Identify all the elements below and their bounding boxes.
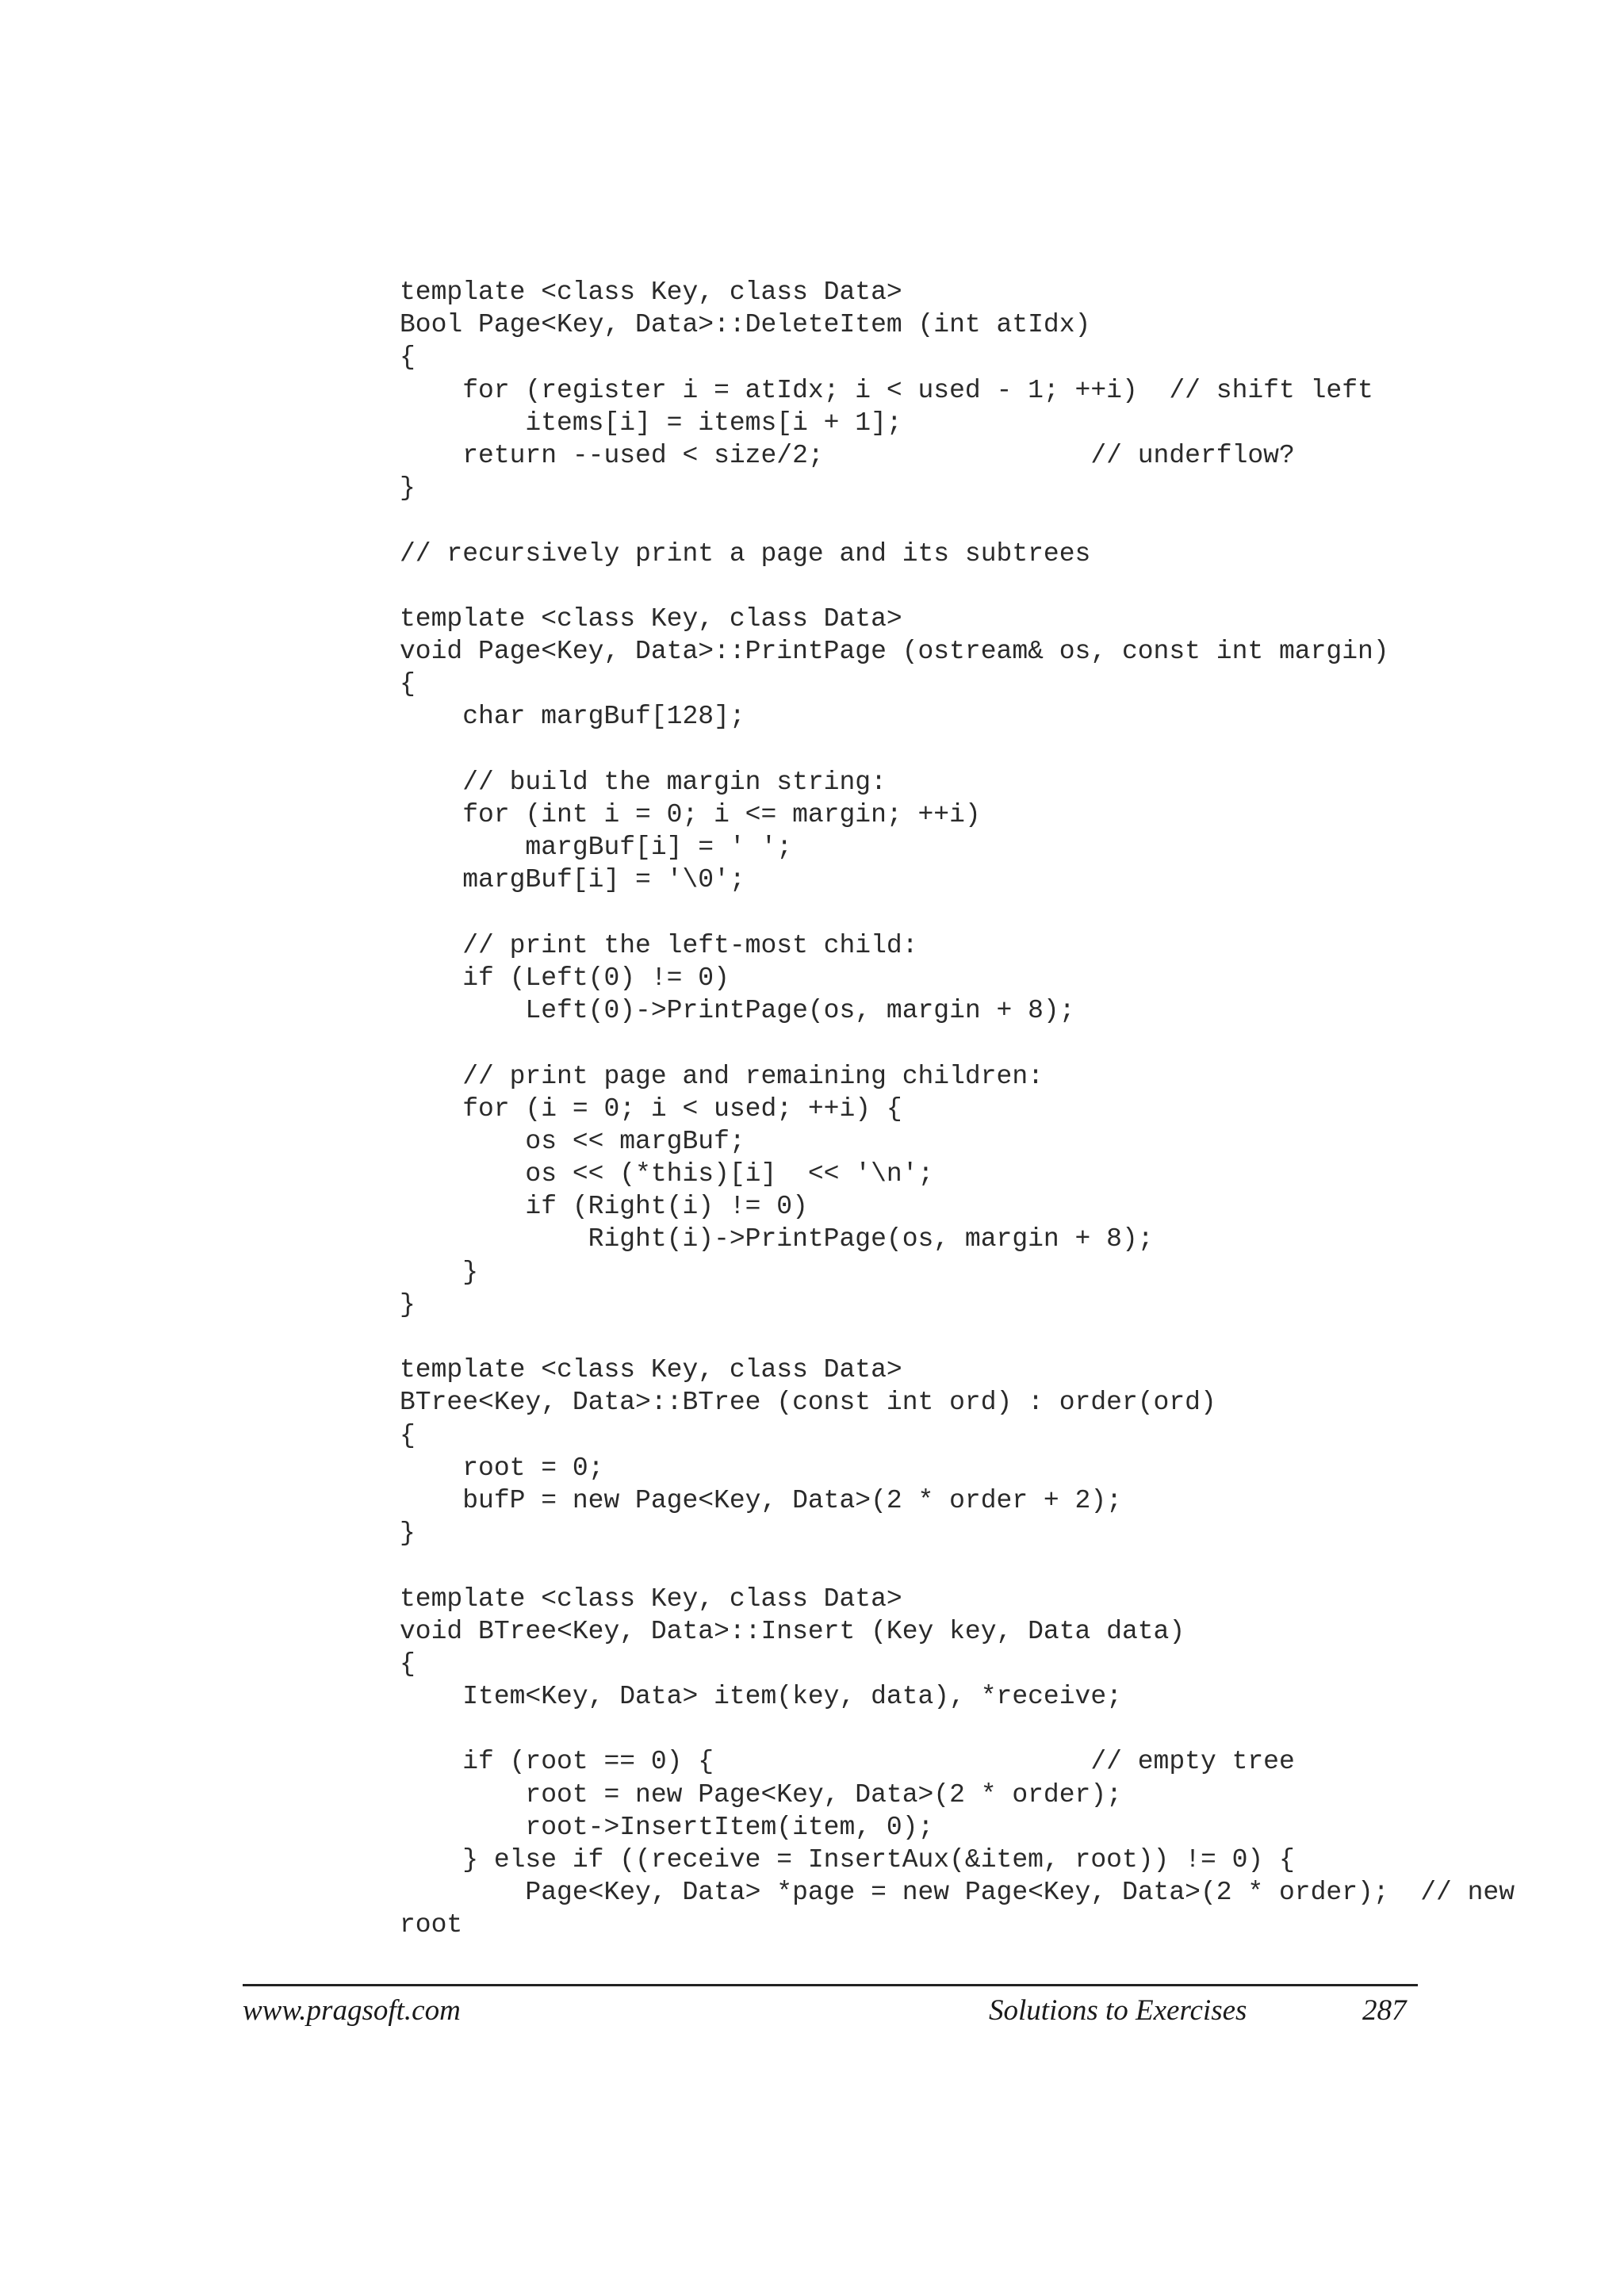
- code-line: os << (*this)[i] << '\n';: [400, 1159, 934, 1189]
- code-line: [400, 897, 1510, 929]
- code-line: // recursively print a page and its subtrees: [400, 538, 1091, 569]
- code-line: {: [400, 1420, 416, 1450]
- code-line: }: [400, 473, 416, 504]
- footer-title: Solutions to Exercises: [989, 1994, 1247, 2027]
- page-number: 287: [1362, 1994, 1407, 2027]
- code-line: bufP = new Page<Key, Data>(2 * order + 2);: [400, 1485, 1122, 1515]
- code-line: Page<Key, Data> *page = new Page<Key, Data>(2 * order); // new: [400, 1878, 1515, 1908]
- code-line: char margBuf[128];: [400, 702, 745, 732]
- code-line: template <class Key, class Data>: [400, 278, 902, 307]
- code-line: } else if ((receive = InsertAux(&item, root)) != 0) {: [400, 1845, 1295, 1875]
- code-line: }: [400, 1257, 479, 1287]
- code-line: os << margBuf;: [400, 1126, 745, 1156]
- code-line: for (int i = 0; i <= margin; ++i): [400, 800, 981, 829]
- code-line: [400, 1321, 1510, 1354]
- code-line: Left(0)->PrintPage(os, margin + 8);: [400, 996, 1075, 1026]
- code-line: }: [400, 1289, 416, 1319]
- code-line: template <class Key, class Data>: [400, 1355, 902, 1385]
- code-line: // print the left-most child:: [400, 930, 918, 960]
- code-line: BTree<Key, Data>::BTree (const int ord) : order(ord): [400, 1388, 1216, 1418]
- code-line: // build the margin string:: [400, 767, 887, 797]
- code-line: root->InsertItem(item, 0);: [400, 1812, 934, 1842]
- code-line: if (Right(i) != 0): [400, 1192, 808, 1222]
- code-line: root = new Page<Key, Data>(2 * order);: [400, 1779, 1122, 1810]
- code-line: {: [400, 669, 416, 699]
- code-line: [400, 1027, 1510, 1059]
- code-line: [400, 1549, 1510, 1582]
- code-line: items[i] = items[i + 1];: [400, 408, 902, 438]
- code-line: root = 0;: [400, 1453, 604, 1483]
- code-line: Item<Key, Data> item(key, data), *receive;: [400, 1682, 1122, 1712]
- code-line: margBuf[i] = ' ';: [400, 833, 793, 863]
- code-line: template <class Key, class Data>: [400, 603, 902, 634]
- code-listing: [400, 276, 1515, 1942]
- code-line: [400, 570, 1510, 603]
- code-line: root: [400, 1910, 463, 1940]
- code-line: [400, 1713, 1510, 1745]
- code-line: // print page and remaining children:: [400, 1061, 1044, 1091]
- code-line: for (register i = atIdx; i < used - 1; ++i) // shift left: [400, 375, 1373, 405]
- code-line: {: [400, 343, 416, 373]
- code-line: margBuf[i] = '\0';: [400, 865, 745, 895]
- code-line: void BTree<Key, Data>::Insert (Key key, Data data): [400, 1616, 1185, 1646]
- footer-divider: [243, 1984, 1418, 1986]
- code-line: return --used < size/2; // underflow?: [400, 440, 1295, 470]
- code-line: [400, 733, 1510, 766]
- code-line: if (root == 0) { // empty tree: [400, 1747, 1295, 1777]
- code-line: [400, 504, 1510, 537]
- footer-url: www.pragsoft.com: [243, 1994, 461, 2027]
- code-line: void Page<Key, Data>::PrintPage (ostream& os, const int margin): [400, 637, 1389, 667]
- code-line: for (i = 0; i < used; ++i) {: [400, 1093, 902, 1124]
- code-line: Right(i)->PrintPage(os, margin + 8);: [400, 1224, 1154, 1254]
- code-line: }: [400, 1518, 416, 1549]
- code-line: template <class Key, class Data>: [400, 1584, 902, 1614]
- code-line: Bool Page<Key, Data>::DeleteItem (int atIdx): [400, 310, 1091, 340]
- code-line: {: [400, 1649, 416, 1679]
- code-line: if (Left(0) != 0): [400, 963, 730, 993]
